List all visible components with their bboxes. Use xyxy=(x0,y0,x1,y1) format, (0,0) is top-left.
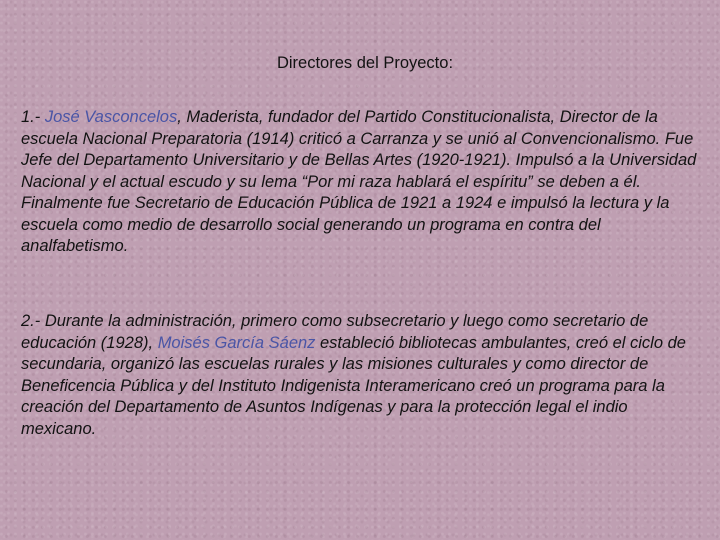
paragraph-garcia-saenz xyxy=(21,311,703,440)
slide-title: Directores del Proyecto: xyxy=(276,54,454,72)
paragraph-1-prefix: 1.- xyxy=(21,108,45,126)
paragraph-2-prefix: 2.- Durante la administración, primero como subsecretario y luego como secretario de educación (1928), xyxy=(21,312,649,352)
paragraph-vasconcelos xyxy=(21,107,703,258)
paragraph-2-body: estableció bibliotecas ambulantes, creó el ciclo de secundaria, organizó las escuelas rurales y las misiones culturales y como director de Beneficencia Pública y del Instituto Indigenista Interamericano creó un programa para la creación del Departamento de Asuntos Indígenas y para la protección legal el indio mexicano. xyxy=(21,333,686,438)
name-jose-vasconcelos: José Vasconcelos xyxy=(44,108,178,126)
paragraph-1-body: , Maderista, fundador del Partido Constitucionalista, Director de la escuela Nacional Preparatoria (1914) criticó a Carranza y se unió al Convencionalismo. Fue Jefe del Departamento Universitario y de Bellas Artes (1920-1921). Impulsó a la Universidad Nacional y el actual escudo y su lema “Por mi raza hablará el espíritu” se deben a él. Finalmente fue Secretario de Educación Pública de 1921 a 1924 e impulsó la lectura y la escuela como medio de desarrollo social generando un programa en contra del analfabetismo. xyxy=(21,108,697,255)
name-moises-garcia-saenz: Moisés García Sáenz xyxy=(157,333,316,352)
